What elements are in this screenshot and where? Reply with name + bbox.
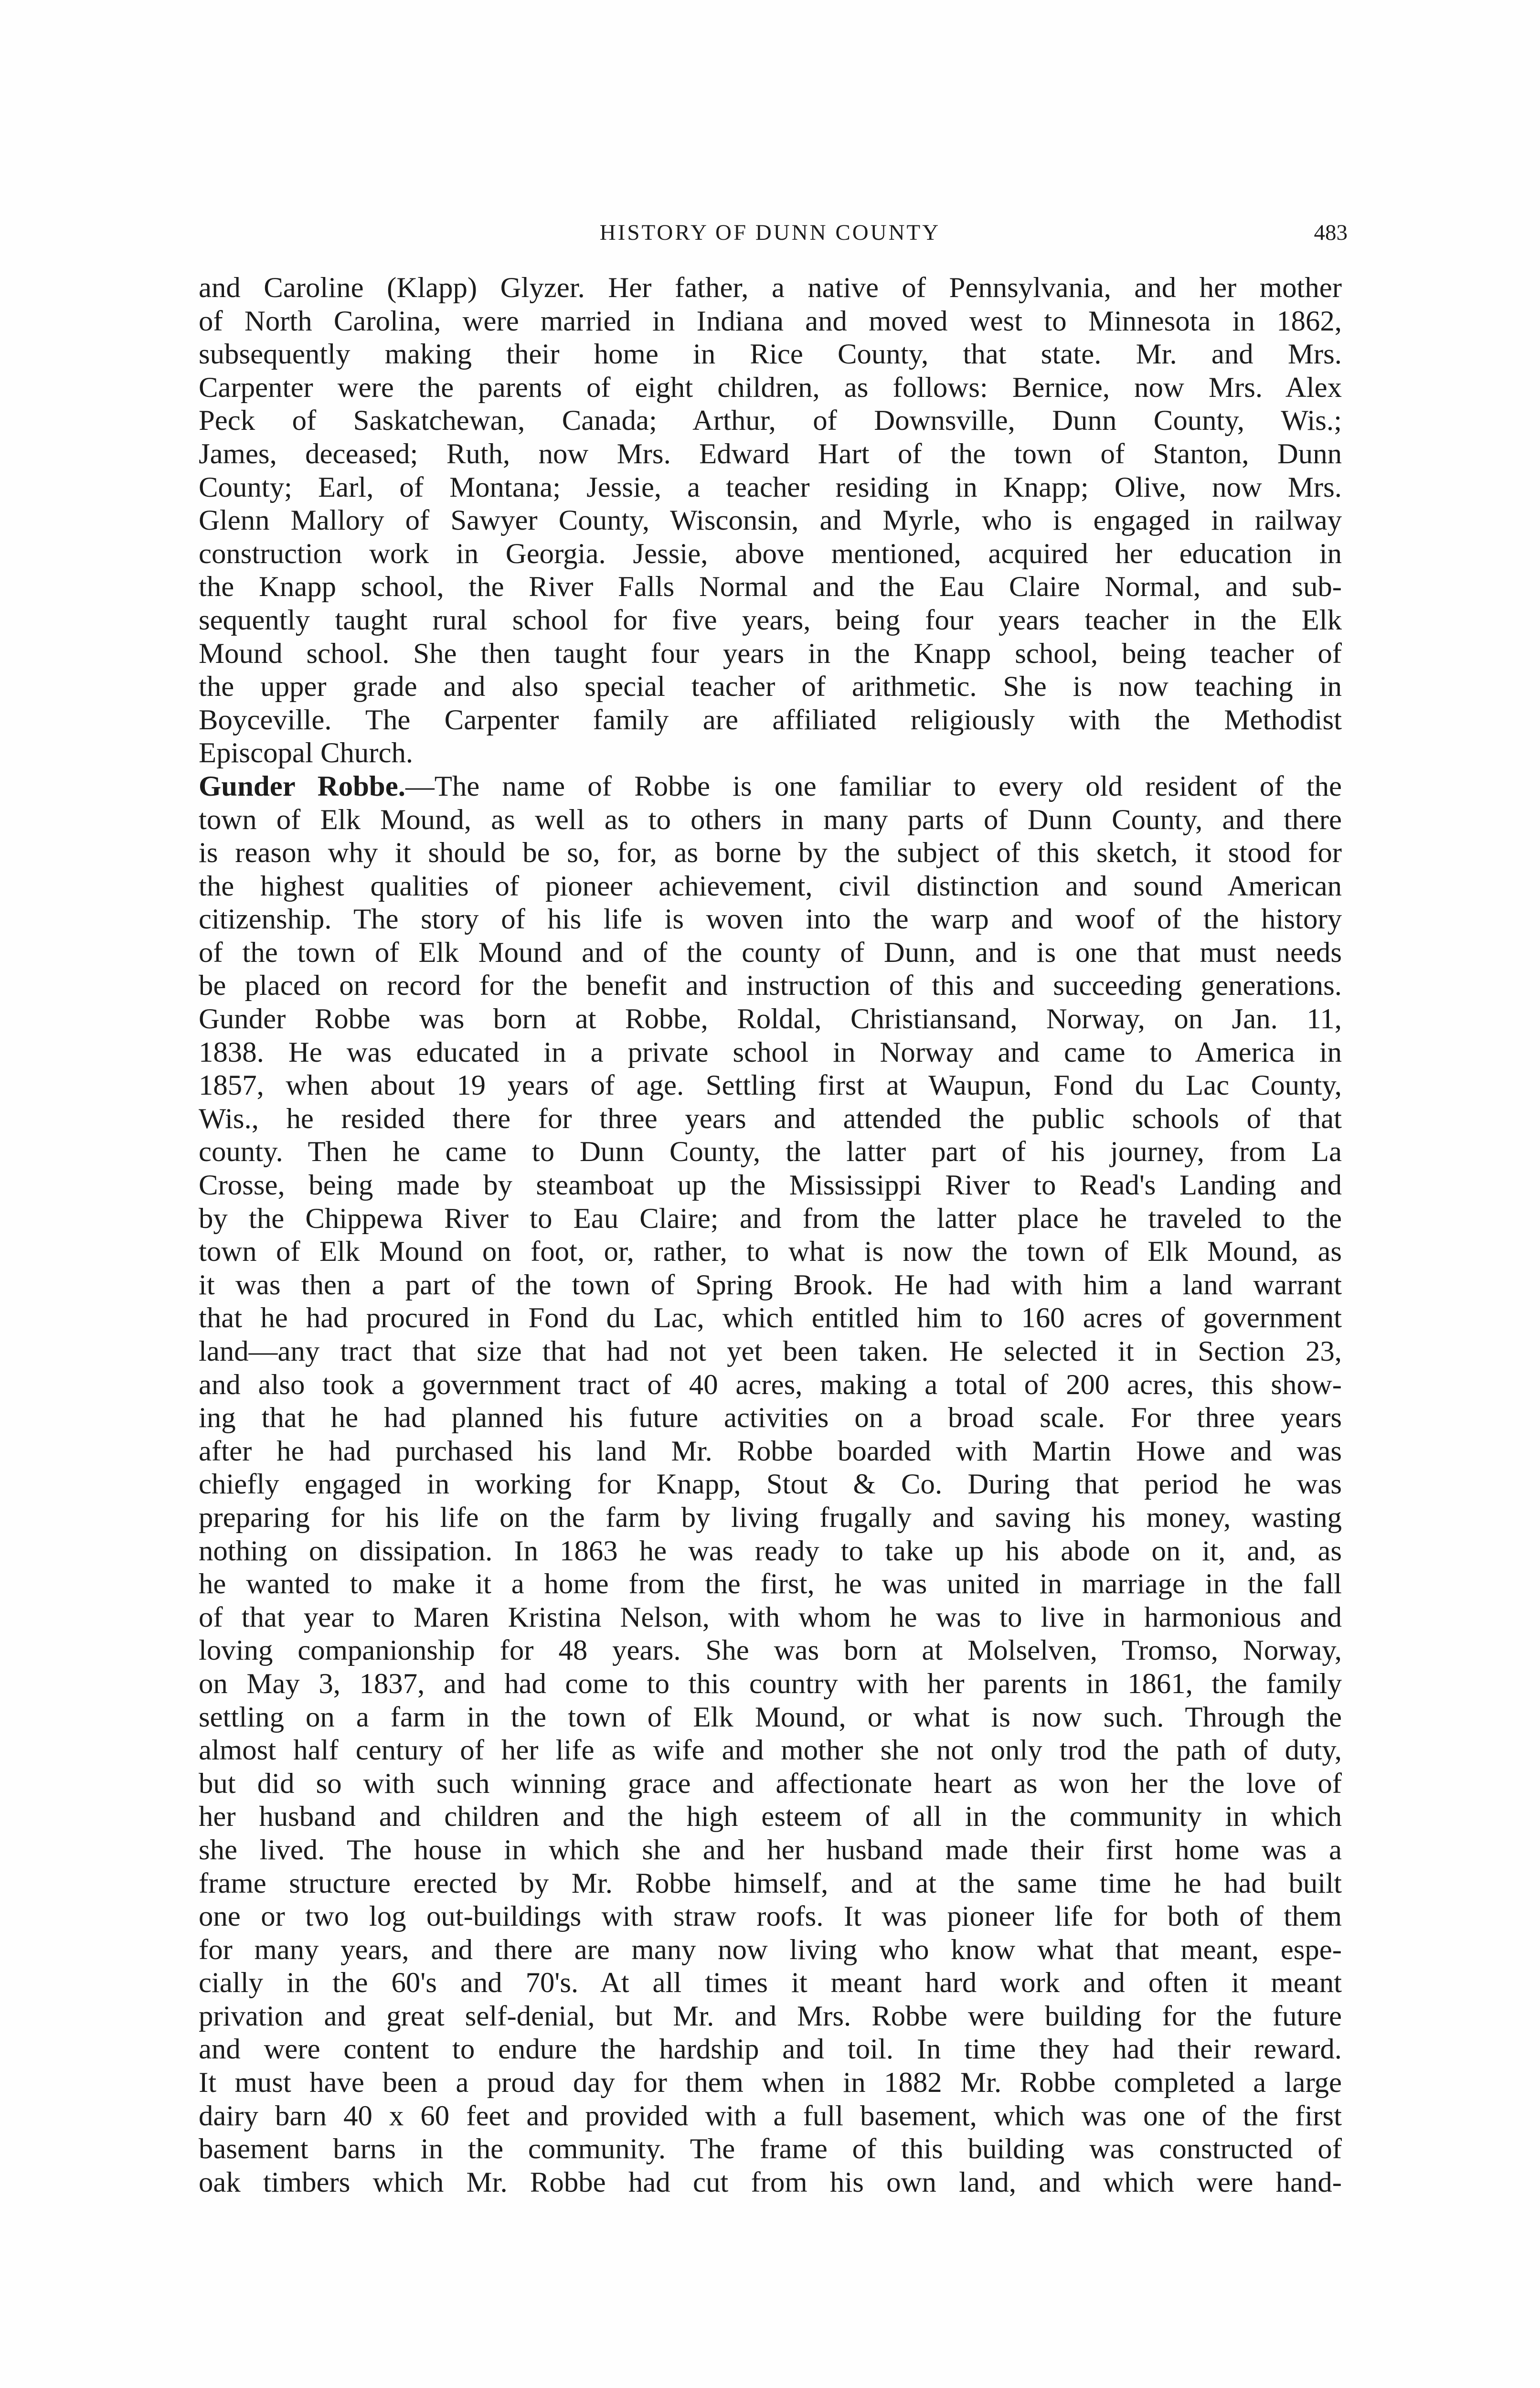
text-line: and Caroline (Klapp) Glyzer. Her father, a native of Pennsylvania, and her mother: [199, 272, 1342, 304]
text-line: oak timbers which Mr. Robbe had cut from his own land, and which were hand-: [199, 2166, 1342, 2198]
text-line: cially in the 60's and 70's. At all times it meant hard work and often it meant: [199, 1967, 1342, 1999]
text-line: by the Chippewa River to Eau Claire; and from the latter place he traveled to the: [199, 1202, 1342, 1235]
text-line: Wis., he resided there for three years and attended the public schools of that: [199, 1102, 1342, 1135]
text-line: the highest qualities of pioneer achievement, civil distinction and sound American: [199, 870, 1342, 902]
text-line: on May 3, 1837, and had come to this country with her parents in 1861, the family: [199, 1667, 1342, 1700]
text-line: 1857, when about 19 years of age. Settling first at Waupun, Fond du Lac County,: [199, 1069, 1342, 1102]
text-line: nothing on dissipation. In 1863 he was ready to take up his abode on it, and, as: [199, 1535, 1342, 1567]
text-line: he wanted to make it a home from the first, he was united in marriage in the fall: [199, 1568, 1342, 1600]
text-line: preparing for his life on the farm by living frugally and saving his money, wasting: [199, 1501, 1342, 1534]
text-line: and were content to endure the hardship and toil. In time they had their reward.: [199, 2033, 1342, 2066]
text-line: Gunder Robbe was born at Robbe, Roldal, Christiansand, Norway, on Jan. 11,: [199, 1003, 1342, 1035]
text-line: it was then a part of the town of Spring Brook. He had with him a land warrant: [199, 1269, 1342, 1301]
text-line: after he had purchased his land Mr. Robbe boarded with Martin Howe and was: [199, 1435, 1342, 1467]
text-line: [199, 770, 1342, 803]
section-heading: Gunder Robbe.: [199, 770, 405, 802]
text-line: county. Then he came to Dunn County, the latter part of his journey, from La: [199, 1136, 1342, 1168]
text-line: of the town of Elk Mound and of the county of Dunn, and is one that must needs: [199, 936, 1342, 969]
text-line: but did so with such winning grace and affectionate heart as won her the love of: [199, 1767, 1342, 1800]
text-line: James, deceased; Ruth, now Mrs. Edward Hart of the town of Stanton, Dunn: [199, 437, 1342, 470]
text-line: frame structure erected by Mr. Robbe himself, and at the same time he had built: [199, 1867, 1342, 1899]
text-line: privation and great self-denial, but Mr. and Mrs. Robbe were building for the future: [199, 2000, 1342, 2032]
text-line: sequently taught rural school for five years, being four years teacher in the Elk: [199, 604, 1342, 636]
text-line: that he had procured in Fond du Lac, which entitled him to 160 acres of government: [199, 1302, 1342, 1334]
text-line: one or two log out-buildings with straw roofs. It was pioneer life for both of them: [199, 1900, 1342, 1933]
body-text: [199, 271, 1342, 2199]
text-line: of North Carolina, were married in Indiana and moved west to Minnesota in 1862,: [199, 305, 1342, 337]
text-line: Episcopal Church.: [199, 737, 414, 769]
text-line: Mound school. She then taught four years in the Knapp school, being teacher of: [199, 637, 1342, 670]
text-line: dairy barn 40 x 60 feet and provided with a full basement, which was one of the first: [199, 2100, 1342, 2132]
running-title: HISTORY OF DUNN COUNTY: [599, 220, 941, 245]
text-line: It must have been a proud day for them when in 1882 Mr. Robbe completed a large: [199, 2067, 1342, 2099]
text-line: County; Earl, of Montana; Jessie, a teacher residing in Knapp; Olive, now Mrs.: [199, 471, 1342, 503]
text-line: loving companionship for 48 years. She was born at Molselven, Tromso, Norway,: [199, 1634, 1342, 1667]
text-line: for many years, and there are many now living who know what that meant, espe-: [199, 1933, 1342, 1966]
text-line: basement barns in the community. The frame of this building was constructed of: [199, 2133, 1342, 2165]
text-line: her husband and children and the high esteem of all in the community in which: [199, 1801, 1342, 1833]
text-line: be placed on record for the benefit and instruction of this and succeeding generations.: [199, 970, 1342, 1002]
running-head: [0, 216, 1540, 249]
text-line: 1838. He was educated in a private school in Norway and came to America in: [199, 1036, 1342, 1068]
text-line: Crosse, being made by steamboat up the Mississippi River to Read's Landing and: [199, 1169, 1342, 1202]
text-line: and also took a government tract of 40 acres, making a total of 200 acres, this show-: [199, 1368, 1342, 1401]
text-line: town of Elk Mound, as well as to others in many parts of Dunn County, and there: [199, 803, 1342, 836]
text-line: Peck of Saskatchewan, Canada; Arthur, of Downsville, Dunn County, Wis.;: [199, 405, 1342, 437]
text-line: is reason why it should be so, for, as borne by the subject of this sketch, it stood for: [199, 837, 1342, 869]
text-line: the upper grade and also special teacher of arithmetic. She is now teaching in: [199, 671, 1342, 703]
text-line: chiefly engaged in working for Knapp, Stout & Co. During that period he was: [199, 1468, 1342, 1501]
text-line: subsequently making their home in Rice County, that state. Mr. and Mrs.: [199, 338, 1342, 371]
text-line: town of Elk Mound on foot, or, rather, to what is now the town of Elk Mound, as: [199, 1236, 1342, 1268]
text-line: the Knapp school, the River Falls Normal and the Eau Claire Normal, and sub-: [199, 571, 1342, 603]
text-line: Carpenter were the parents of eight children, as follows: Bernice, now Mrs. Alex: [199, 371, 1342, 404]
text-line: ing that he had planned his future activities on a broad scale. For three years: [199, 1402, 1342, 1434]
text-line: almost half century of her life as wife and mother she not only trod the path of duty,: [199, 1734, 1342, 1767]
text-line: she lived. The house in which she and her husband made their first home was a: [199, 1834, 1342, 1866]
text-line: citizenship. The story of his life is woven into the warp and woof of the history: [199, 903, 1342, 936]
text-line: Glenn Mallory of Sawyer County, Wisconsin, and Myrle, who is engaged in railway: [199, 504, 1342, 537]
page-number: 483: [1314, 220, 1348, 245]
text-line: of that year to Maren Kristina Nelson, with whom he was to live in harmonious and: [199, 1601, 1342, 1633]
text-line: settling on a farm in the town of Elk Mound, or what is now such. Through the: [199, 1701, 1342, 1733]
text-line: Boyceville. The Carpenter family are affiliated religiously with the Methodist: [199, 704, 1342, 736]
text-line: construction work in Georgia. Jessie, above mentioned, acquired her education in: [199, 537, 1342, 570]
text-line: land—any tract that size that had not yet been taken. He selected it in Section 23,: [199, 1335, 1342, 1367]
line-text: —The name of Robbe is one familiar to every old resident of the: [405, 770, 1342, 802]
